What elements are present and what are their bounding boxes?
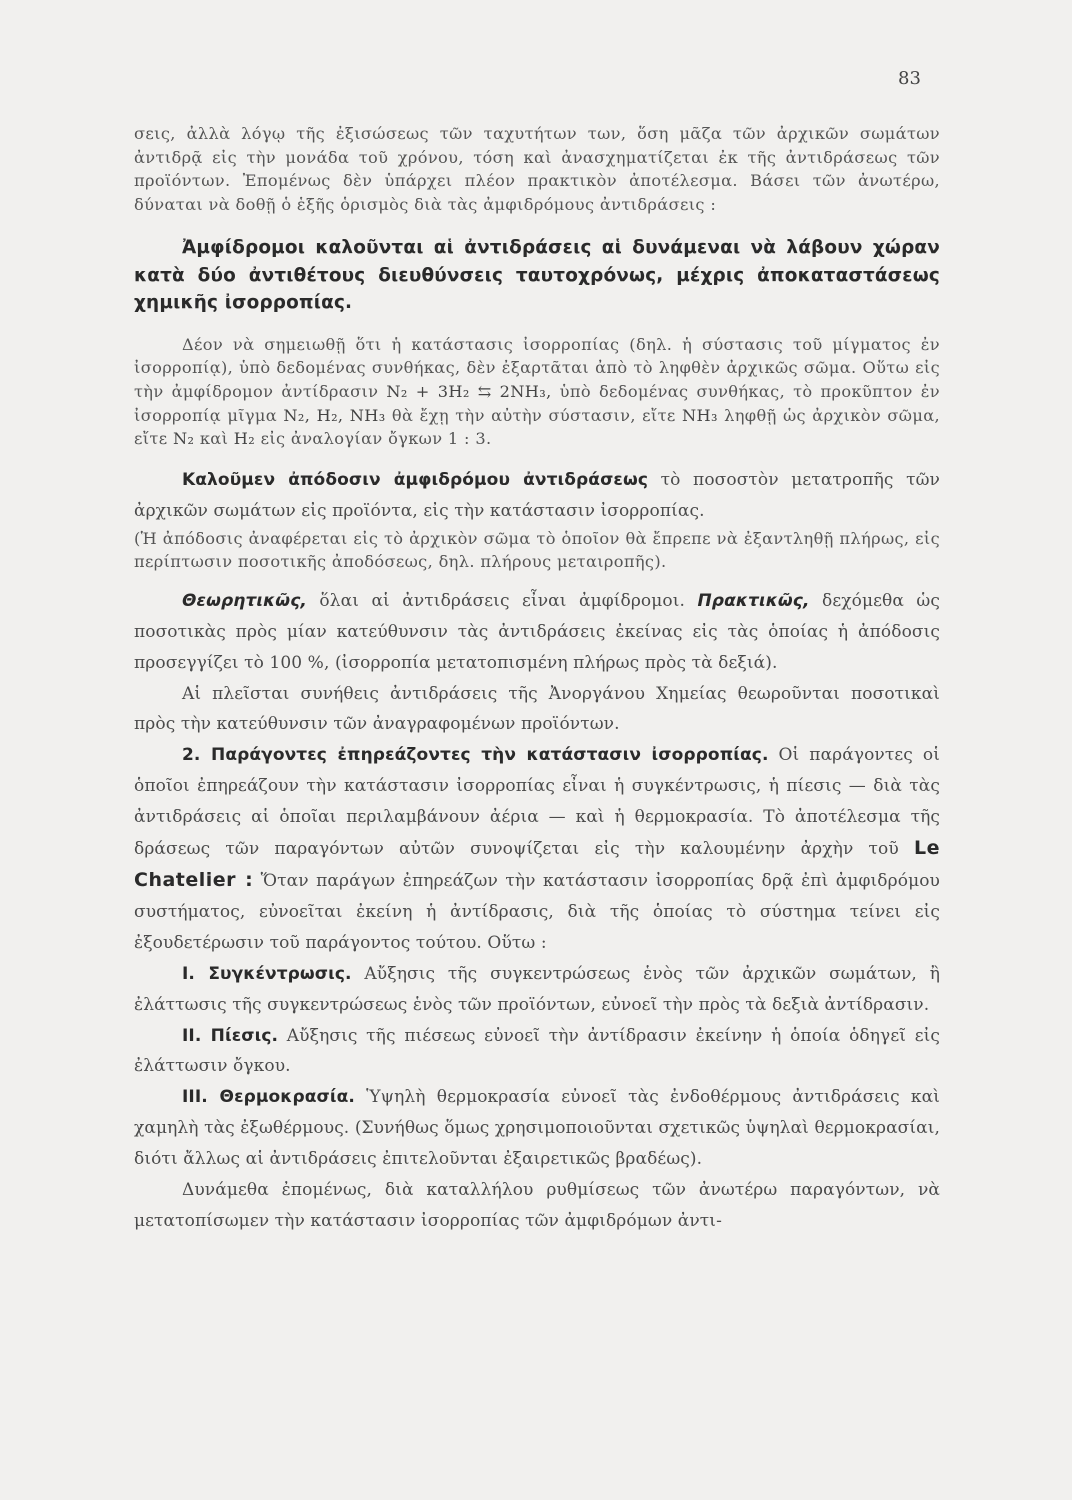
n2-formula: N₂: [172, 429, 195, 449]
page-number: 83: [898, 68, 921, 89]
nh3-formula: NH₃: [681, 405, 718, 425]
theoretical-term: Θεωρητικῶς,: [182, 590, 307, 611]
note-text-2: ὑπὸ δεδομένας συνθήκας, τὸ προκῦπτον ἐν ἰσορροπίᾳ μῖγμα: [134, 382, 940, 425]
factor-text: Ὑψηλὴ θερμοκρασία εὐνοεῖ τὰς ἐνδοθέρμους ἀντιδράσεις καὶ χαμηλὴ τὰς ἐξωθέρμους. (Συνήθως ὅμως χρησιμοποιοῦνται σχετικῶς ὑψηλαὶ θερμοκρασίαι, διότι ἄλλως αἱ ἀντιδράσεις ἐπιτελοῦνται ἐξαιρετικῶς βραδέως).: [134, 1087, 940, 1170]
reaction-equation: N₂ + 3H₂ ⇆ 2NH₃,: [386, 382, 552, 402]
section-2-text-1: Οἱ παράγοντες οἱ ὁποῖοι ἐπηρεάζουν τὴν κατάστασιν ἰσορροπίας εἶναι ἡ συγκέντρωσις, ἡ πίεσις — διὰ τὰς ἀντιδράσεις αἱ ὁποῖαι περιλαμβάνουν ἀέρια — καὶ ἡ θερμοκρασία. Τὸ ἀποτέλεσμα τῆς δράσεως τῶν παραγόντων αὐτῶν συνοψίζεται εἰς τὴν καλουμένην ἀρχὴν τοῦ: [134, 745, 940, 860]
theory-text-1: ὅλαι αἱ ἀντιδράσεις εἶναι ἀμφίδρομοι.: [306, 590, 698, 611]
mixture-formula: N₂, H₂, NH₃: [283, 405, 386, 425]
factor-temperature: [134, 1082, 940, 1175]
note-text-6: εἰς ἀναλογίαν ὄγκων 1 : 3.: [255, 429, 492, 449]
yield-note-paragraph: (Ἡ ἀπόδοσις ἀναφέρεται εἰς τὸ ἀρχικὸν σῶμα τὸ ὁποῖον θὰ ἔπρεπε νὰ ἐξαντληθῇ πλήρως, εἰς περίπτωσιν ποσοτικῆς ἀποδόσεως, δηλ. πλήρους μεταιροπῆς).: [134, 528, 940, 572]
page-content: [134, 122, 940, 1237]
le-chatelier-label: Le Chatelier :: [134, 837, 940, 891]
conclusion-paragraph: Δυνάμεθα ἐπομένως, διὰ καταλλήλου ρυθμίσεως τῶν ἀνωτέρω παραγόντων, νὰ μετατοπίσωμεν τὴν κατάστασιν ἰσορροπίας τῶν ἀμφιδρόμων ἀντι-: [134, 1180, 940, 1231]
intro-paragraph: σεις, ἀλλὰ λόγῳ τῆς ἐξισώσεως τῶν ταχυτήτων των, ὅση μᾶζα τῶν ἀρχικῶν σωμάτων ἀντιδρᾷ εἰς τὴν μονάδα τοῦ χρόνου, τόση καὶ ἀνασχηματίζεται ἐκ τῆς ἀντιδράσεως τῶν προϊόντων. Ἐπομένως δὲν ὑπάρχει πλέον πρακτικὸν ἀποτέλεσμα. Βάσει τῶν ἀνωτέρω, δύναται νὰ δοθῇ ὁ ἑξῆς ὁρισμὸς διὰ τὰς ἀμφιδρόμους ἀντιδράσεις :: [134, 124, 940, 214]
factor-text: Αὔξησις τῆς συγκεντρώσεως ἑνὸς τῶν ἀρχικῶν σωμάτων, ἢ ἐλάττωσις τῆς συγκεντρώσεως ἑνὸς τῶν προϊόντων, εὐνοεῖ τὴν πρὸς τὰ δεξιὰ ἀντίδρασιν.: [134, 963, 940, 1015]
equilibrium-note-paragraph: [134, 333, 940, 451]
note-text-4: ληφθῇ ὡς ἀρχικὸν σῶμα, εἴτε: [134, 405, 940, 449]
factor-label: III. Θερμοκρασία.: [182, 1087, 355, 1108]
factor-concentration: [134, 959, 940, 1021]
theory-text-2: δεχόμεθα ὡς ποσοτικὰς πρὸς μίαν κατεύθυνσιν τὰς ἀντιδράσεις ἐκείνας εἰς τὰς ὁποίας ἡ ἀπόδοσις προσεγγίζει τὸ 100 %, (ἰσορροπία μετατοπισμένη πλήρως πρὸς τὰ δεξιά).: [134, 590, 940, 673]
h2-formula: H₂: [233, 429, 256, 449]
section-2-heading: 2. Παράγοντες ἐπηρεάζοντες τὴν κατάστασιν ἰσορροπίας.: [182, 745, 769, 766]
theory-paragraph: [134, 586, 940, 679]
factor-label: II. Πίεσις.: [182, 1025, 279, 1046]
yield-term: Καλοῦμεν ἀπόδοσιν ἀμφιδρόμου ἀντιδράσεως: [182, 469, 649, 490]
definition-paragraph: Ἀμφίδρομοι καλοῦνται αἱ ἀντιδράσεις αἱ δυνάμεναι νὰ λάβουν χώραν κατὰ δύο ἀντιθέτους διευθύνσεις ταυτοχρόνως, μέχρις ἀποκαταστάσεως χημικῆς ἰσορροπίας.: [134, 237, 940, 314]
section-2-paragraph: [134, 740, 940, 958]
note-text-3: θὰ ἔχῃ τὴν αὐτὴν σύστασιν, εἴτε: [385, 405, 682, 425]
yield-definition-paragraph: [134, 465, 940, 527]
factor-label: I. Συγκέντρωσις.: [182, 963, 352, 984]
factor-pressure: [134, 1021, 940, 1083]
note-text-1: Δέον νὰ σημειωθῇ ὅτι ἡ κατάστασις ἰσορροπίας (δηλ. ἡ σύστασις τοῦ μίγματος ἐν ἰσορροπίᾳ), ὑπὸ δεδομένας συνθήκας, δὲν ἐξαρτᾶται ἀπὸ τὸ ληφθὲν ἀρχικῶς σῶμα. Οὕτω εἰς τὴν ἀμφίδρομον ἀντίδρασιν: [134, 334, 940, 402]
inorganic-paragraph: Αἱ πλεῖσται συνήθεις ἀντιδράσεις τῆς Ἀνοργάνου Χημείας θεωροῦνται ποσοτικαὶ πρὸς τὴν κατεύθυνσιν τῶν ἀναγραφομένων προϊόντων.: [134, 683, 940, 735]
practical-term: Πρακτικῶς,: [697, 590, 810, 611]
section-2-text-2: Ὅταν παράγων ἐπηρεάζων τὴν κατάστασιν ἰσορροπίας δρᾷ ἐπὶ ἀμφιδρόμου συστήματος, εὐνοεῖται ἐκείνη ἡ ἀντίδρασις, διὰ τῆς ὁποίας τὸ σύστημα τείνει εἰς ἐξουδετέρωσιν τοῦ παράγοντος τούτου. Οὕτω :: [134, 871, 940, 953]
yield-text: τὸ ποσοστὸν μετατροπῆς τῶν ἀρχικῶν σωμάτων εἰς προϊόντα, εἰς τὴν κατάστασιν ἰσορροπίας.: [134, 469, 940, 521]
factor-text: Αὔξησις τῆς πιέσεως εὐνοεῖ τὴν ἀντίδρασιν ἐκείνην ἡ ὁποία ὁδηγεῖ εἰς ἐλάττωσιν ὄγκου.: [134, 1025, 941, 1077]
note-text-5: καὶ: [194, 429, 234, 449]
